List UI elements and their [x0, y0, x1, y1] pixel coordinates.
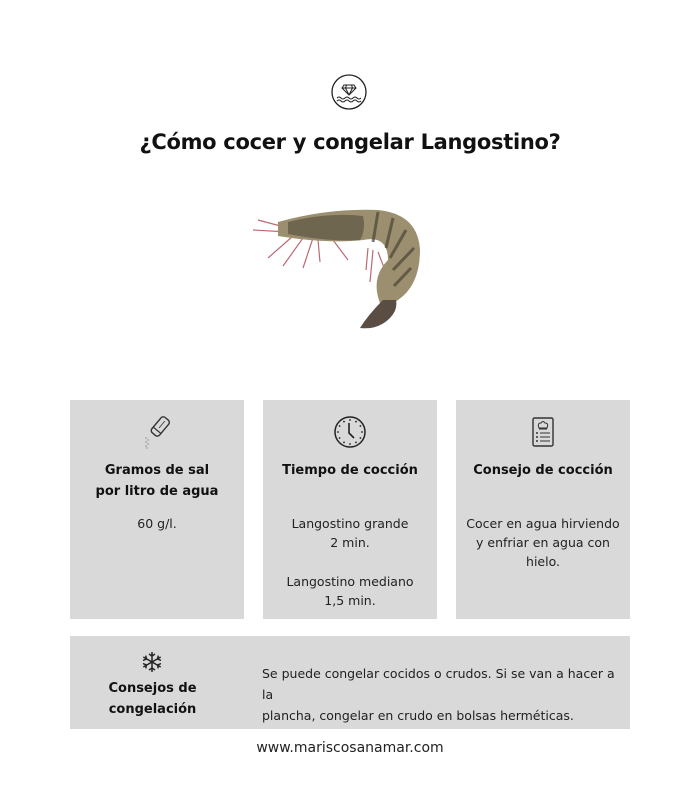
freezing-text-line1: Se puede congelar cocidos o crudos. Si se van a hacer a la	[262, 666, 615, 702]
tip-line3: hielo.	[526, 554, 560, 569]
website-url[interactable]: www.mariscosanamar.com	[256, 740, 444, 756]
freezing-tips-panel	[70, 636, 630, 729]
salt-card-title-line1: Gramos de sal	[104, 463, 210, 478]
cooking-tip-card	[456, 400, 630, 619]
salt-value: 60 g/l.	[137, 516, 177, 531]
medium-label: Langostino mediano	[286, 574, 414, 589]
cooking-time-title: Tiempo de cocción	[282, 463, 418, 478]
cooking-time-card	[263, 400, 437, 619]
page-title: ¿Cómo cocer y congelar Langostino?	[139, 130, 561, 154]
salt-card-title-line2: por litro de agua	[95, 484, 219, 499]
salt-card	[70, 400, 244, 619]
freezing-text-line2: plancha, congelar en crudo en bolsas herméticas.	[262, 708, 574, 723]
large-value: 2 min.	[330, 535, 370, 550]
large-label: Langostino grande	[291, 516, 409, 531]
tip-line2: y enfriar en agua con	[476, 535, 610, 550]
medium-value: 1,5 min.	[324, 593, 376, 608]
tip-line1: Cocer en agua hirviendo	[466, 516, 620, 531]
clock-icon	[332, 414, 368, 450]
freezing-title-line2: congelación	[108, 702, 197, 717]
cooking-tip-title: Consejo de cocción	[473, 463, 613, 478]
shrimp-image	[248, 200, 428, 332]
recipe-card-icon	[525, 414, 561, 450]
freezing-title-line1: Consejos de	[108, 681, 197, 696]
diamond-waves-icon	[331, 74, 367, 110]
snowflake-icon	[140, 650, 164, 674]
salt-shaker-icon	[139, 414, 175, 450]
